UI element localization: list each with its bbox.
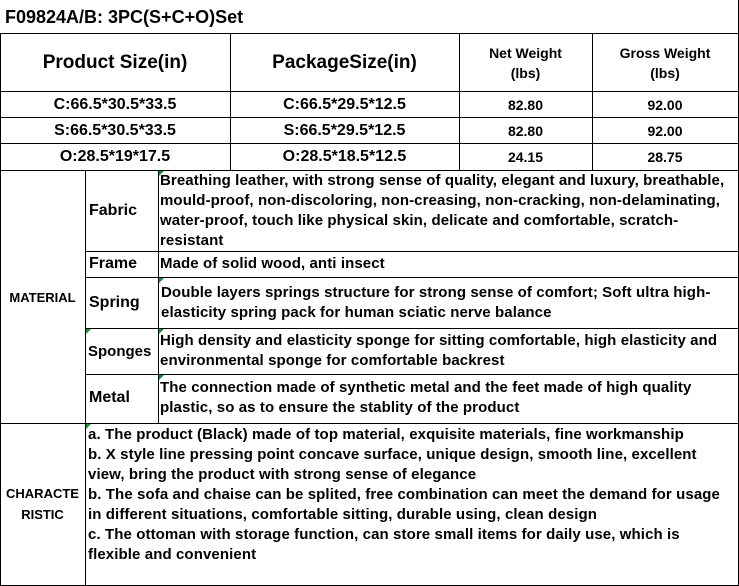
- row-o-gross: 28.75: [647, 149, 683, 165]
- row-s-net: 82.80: [507, 123, 544, 139]
- cell-marker-icon: [159, 278, 164, 283]
- material-name-frame: Frame: [89, 255, 138, 272]
- material-desc-frame: Made of solid wood, anti insect: [160, 255, 385, 272]
- row-c-gross: 92.00: [647, 97, 683, 113]
- grid-line: [0, 33, 1, 586]
- cell-marker-icon: [86, 424, 91, 429]
- material-name-sponges: Sponges: [88, 342, 152, 360]
- material-desc-spring: Double layers springs structure for strong sense of comfort; Soft ultra high-elasticity spring pack for human sciatic nerve balance: [161, 283, 711, 321]
- cell-marker-icon: [159, 375, 164, 380]
- grid-line: [592, 33, 593, 171]
- grid-line: [86, 277, 739, 278]
- row-s-product: S:66.5*30.5*33.5: [54, 122, 176, 139]
- material-name-spring: Spring: [89, 293, 140, 311]
- grid-line: [86, 251, 739, 252]
- material-desc-metal: The connection made of synthetic metal and the feet made of high quality plastic, so as to ensure the stablity of the product: [160, 379, 692, 416]
- grid-line: [158, 170, 159, 424]
- header-product-size: Product Size(in): [42, 51, 188, 73]
- cell-marker-icon: [159, 171, 164, 176]
- characteristic-label: CHARACTE RISTIC: [6, 486, 79, 522]
- material-name-metal: Metal: [89, 389, 130, 406]
- characteristic-line: c. The ottoman with storage function, can store small items for daily use, which is flexible and convenient: [88, 526, 680, 563]
- grid-line: [0, 33, 739, 34]
- row-c-net: 82.80: [507, 97, 544, 113]
- characteristic-text: [86, 424, 737, 585]
- characteristic-line: b. X style line pressing point concave surface, unique design, smooth line, excellent view, bring the product with strong sense of elegance: [88, 446, 697, 483]
- cell-marker-icon: [159, 329, 164, 334]
- grid-line: [86, 374, 739, 375]
- row-s-package: S:66.5*29.5*12.5: [283, 122, 406, 139]
- material-name-fabric: Fabric: [89, 202, 138, 219]
- grid-line: [0, 117, 739, 118]
- material-desc-fabric: Breathing leather, with strong sense of quality, elegant and luxury, breathable, mould-proof, non-discoloring, non-creasing, non-cracking, non-delaminating, water-proof, touch like physical skin, delicate and comfortable, scratch-resistant: [160, 172, 725, 249]
- characteristic-line: b. The sofa and chaise can be splited, free combination can meet the demand for usage in different situations, comfortable sitting, durable using, clean design: [88, 486, 720, 523]
- header-package-size: PackageSize(in): [272, 51, 417, 73]
- material-label: MATERIAL: [9, 289, 76, 305]
- row-o-net: 24.15: [507, 149, 544, 165]
- grid-line: [0, 423, 739, 424]
- title-text: F09824A/B: 3PC(S+C+O)Set: [5, 6, 244, 27]
- row-c-product: C:66.5*30.5*33.5: [53, 96, 177, 113]
- grid-line: [86, 328, 739, 329]
- grid-line: [0, 170, 739, 171]
- row-c-package: C:66.5*29.5*12.5: [283, 96, 406, 113]
- grid-line: [230, 33, 231, 171]
- header-gross-weight: Gross Weight (lbs): [619, 44, 711, 81]
- material-desc-sponges: High density and elasticity sponge for sitting comfortable, high elasticity and environmental sponge for comfortable backrest: [160, 332, 718, 369]
- sheet-title: [5, 2, 725, 32]
- grid-line: [0, 91, 739, 92]
- row-o-product: O:28.5*19*17.5: [59, 148, 171, 165]
- cell-marker-icon: [86, 329, 91, 334]
- row-s-gross: 92.00: [647, 123, 683, 139]
- header-net-weight: Net Weight (lbs): [489, 44, 562, 81]
- grid-line: [459, 33, 460, 171]
- grid-line: [85, 170, 86, 586]
- row-o-package: O:28.5*18.5*12.5: [282, 148, 407, 165]
- characteristic-line: a. The product (Black) made of top material, exquisite materials, fine workmanship: [88, 426, 684, 443]
- grid-line: [0, 143, 739, 144]
